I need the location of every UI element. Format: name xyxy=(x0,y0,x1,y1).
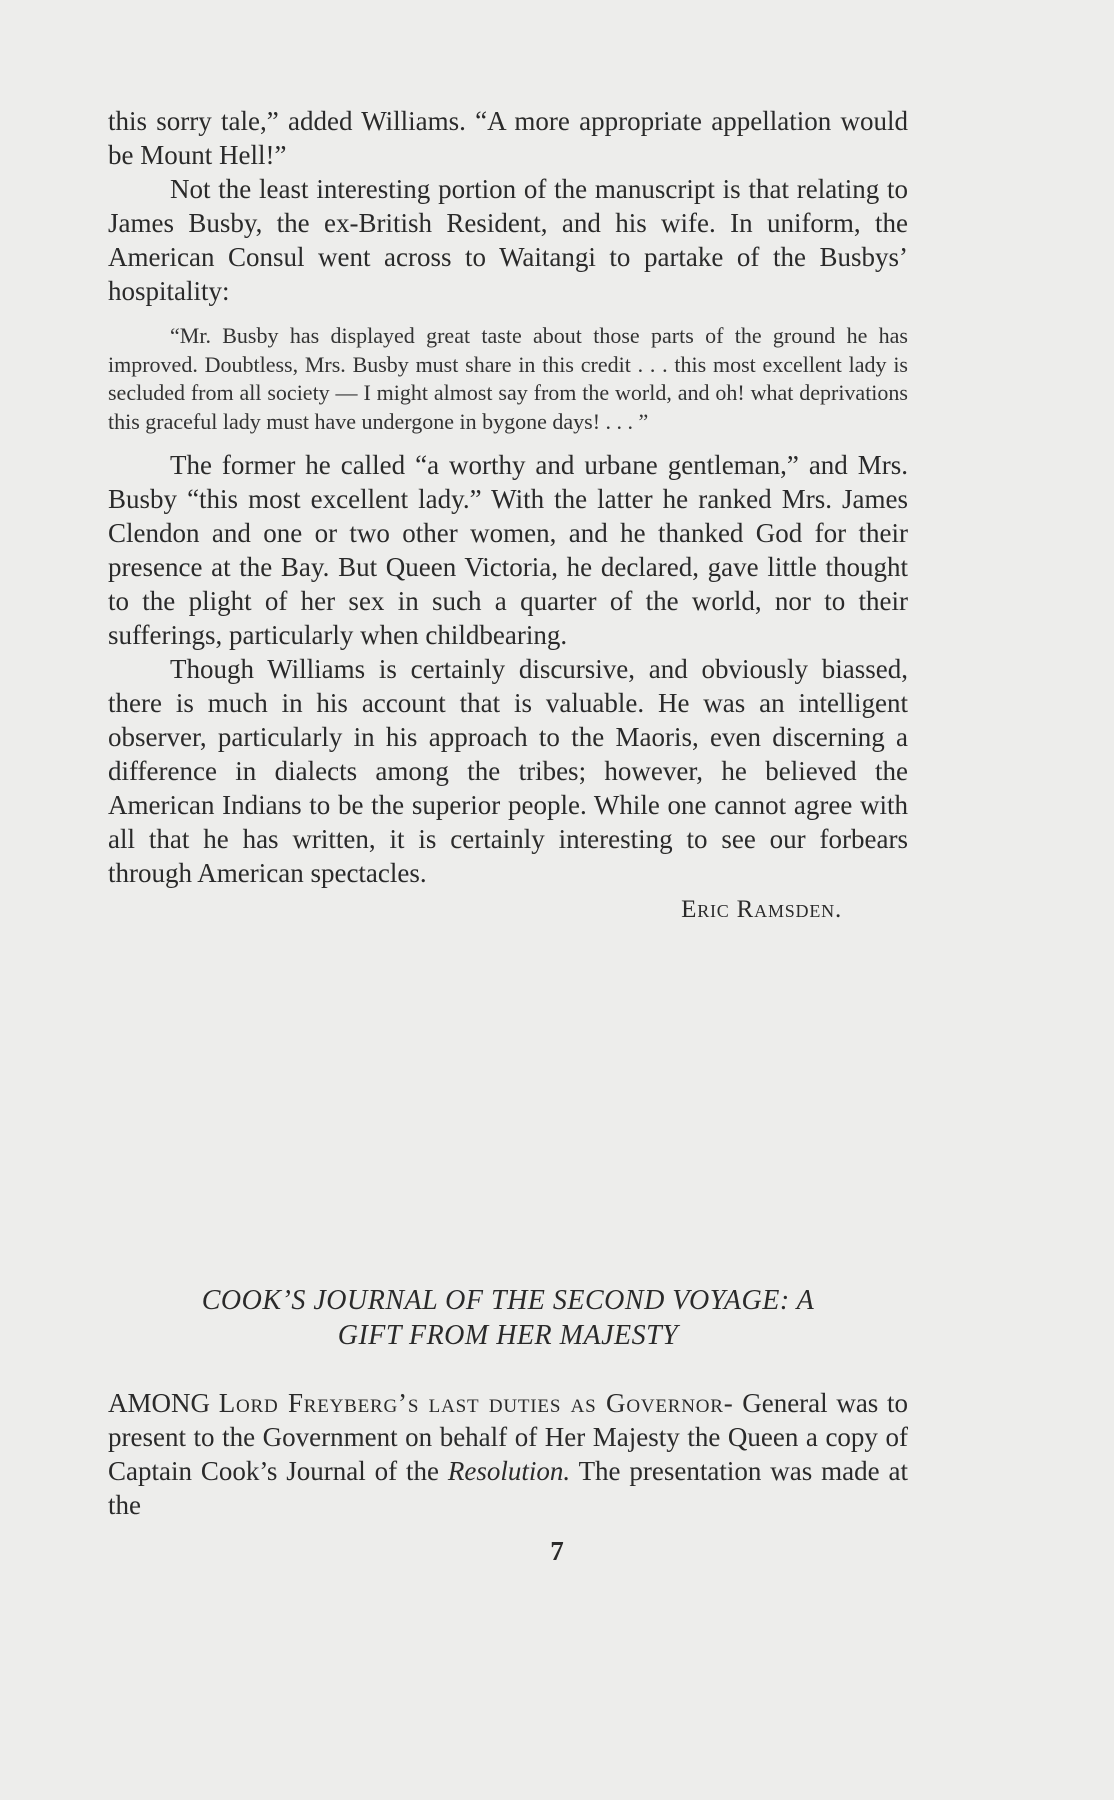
busby-quote: “Mr. Busby has displayed great taste about those parts of the ground he has improved. Doubtless, Mrs. Busby must share in this credit . . . this most excellent lady is secluded from all society — I might almost say from the world, and oh! what deprivations this graceful lady must have undergone in bygone days! . . . ” xyxy=(108,323,908,434)
opening-rest: General was to present to the Government on behalf of Her Majesty the Queen a copy of Captain Cook’s Journal of the xyxy=(108,1388,908,1486)
though-paragraph: Though Williams is certainly discursive, and obviously biassed, there is much in his account that is valuable. He was an intelligent observer, particularly in his approach to the Maoris, even discerning a difference in dialects among the tribes; however, he believed the American Indians to be the superior people. While one cannot agree with all that he has written, it is certainly interesting to see our forbears through American spectacles. xyxy=(108,654,908,888)
page-number: 7 xyxy=(550,1536,564,1566)
opening-capitals: AMONG xyxy=(108,1388,211,1418)
section-title-block xyxy=(108,1283,908,1353)
opening-small-caps: Lord Freyberg’s last duties as Governor- xyxy=(218,1388,734,1418)
opening-closing: The presentation was made at the xyxy=(108,1456,908,1520)
section-title-line-2: GIFT FROM HER MAJESTY xyxy=(337,1320,679,1351)
text-column xyxy=(108,104,908,924)
author-signature: Eric Ramsden. xyxy=(681,896,842,923)
section-body xyxy=(108,1386,908,1522)
continuation-paragraph: this sorry tale,” added Williams. “A more appropriate appellation would be Mount Hell!” xyxy=(108,106,908,170)
section-title-line-1: COOK’S JOURNAL OF THE SECOND VOYAGE: A xyxy=(201,1285,815,1316)
ship-name: Resolution. xyxy=(447,1456,571,1486)
busby-paragraph: Not the least interesting portion of the manuscript is that relating to James Busby, the ex-British Resident, and his wife. In uniform, the American Consul went across to Waitangi to partake of the Busbys’ hospitality: xyxy=(108,174,908,306)
section-opening-paragraph xyxy=(108,1386,908,1522)
former-paragraph: The former he called “a worthy and urbane gentleman,” and Mrs. Busby “this most excellent lady.” With the latter he ranked Mrs. James Clendon and one or two other women, and he thanked God for their presence at the Bay. But Queen Victoria, he declared, gave little thought to the plight of her sex in such a quarter of the world, nor to their sufferings, particularly when childbearing. xyxy=(108,450,908,650)
